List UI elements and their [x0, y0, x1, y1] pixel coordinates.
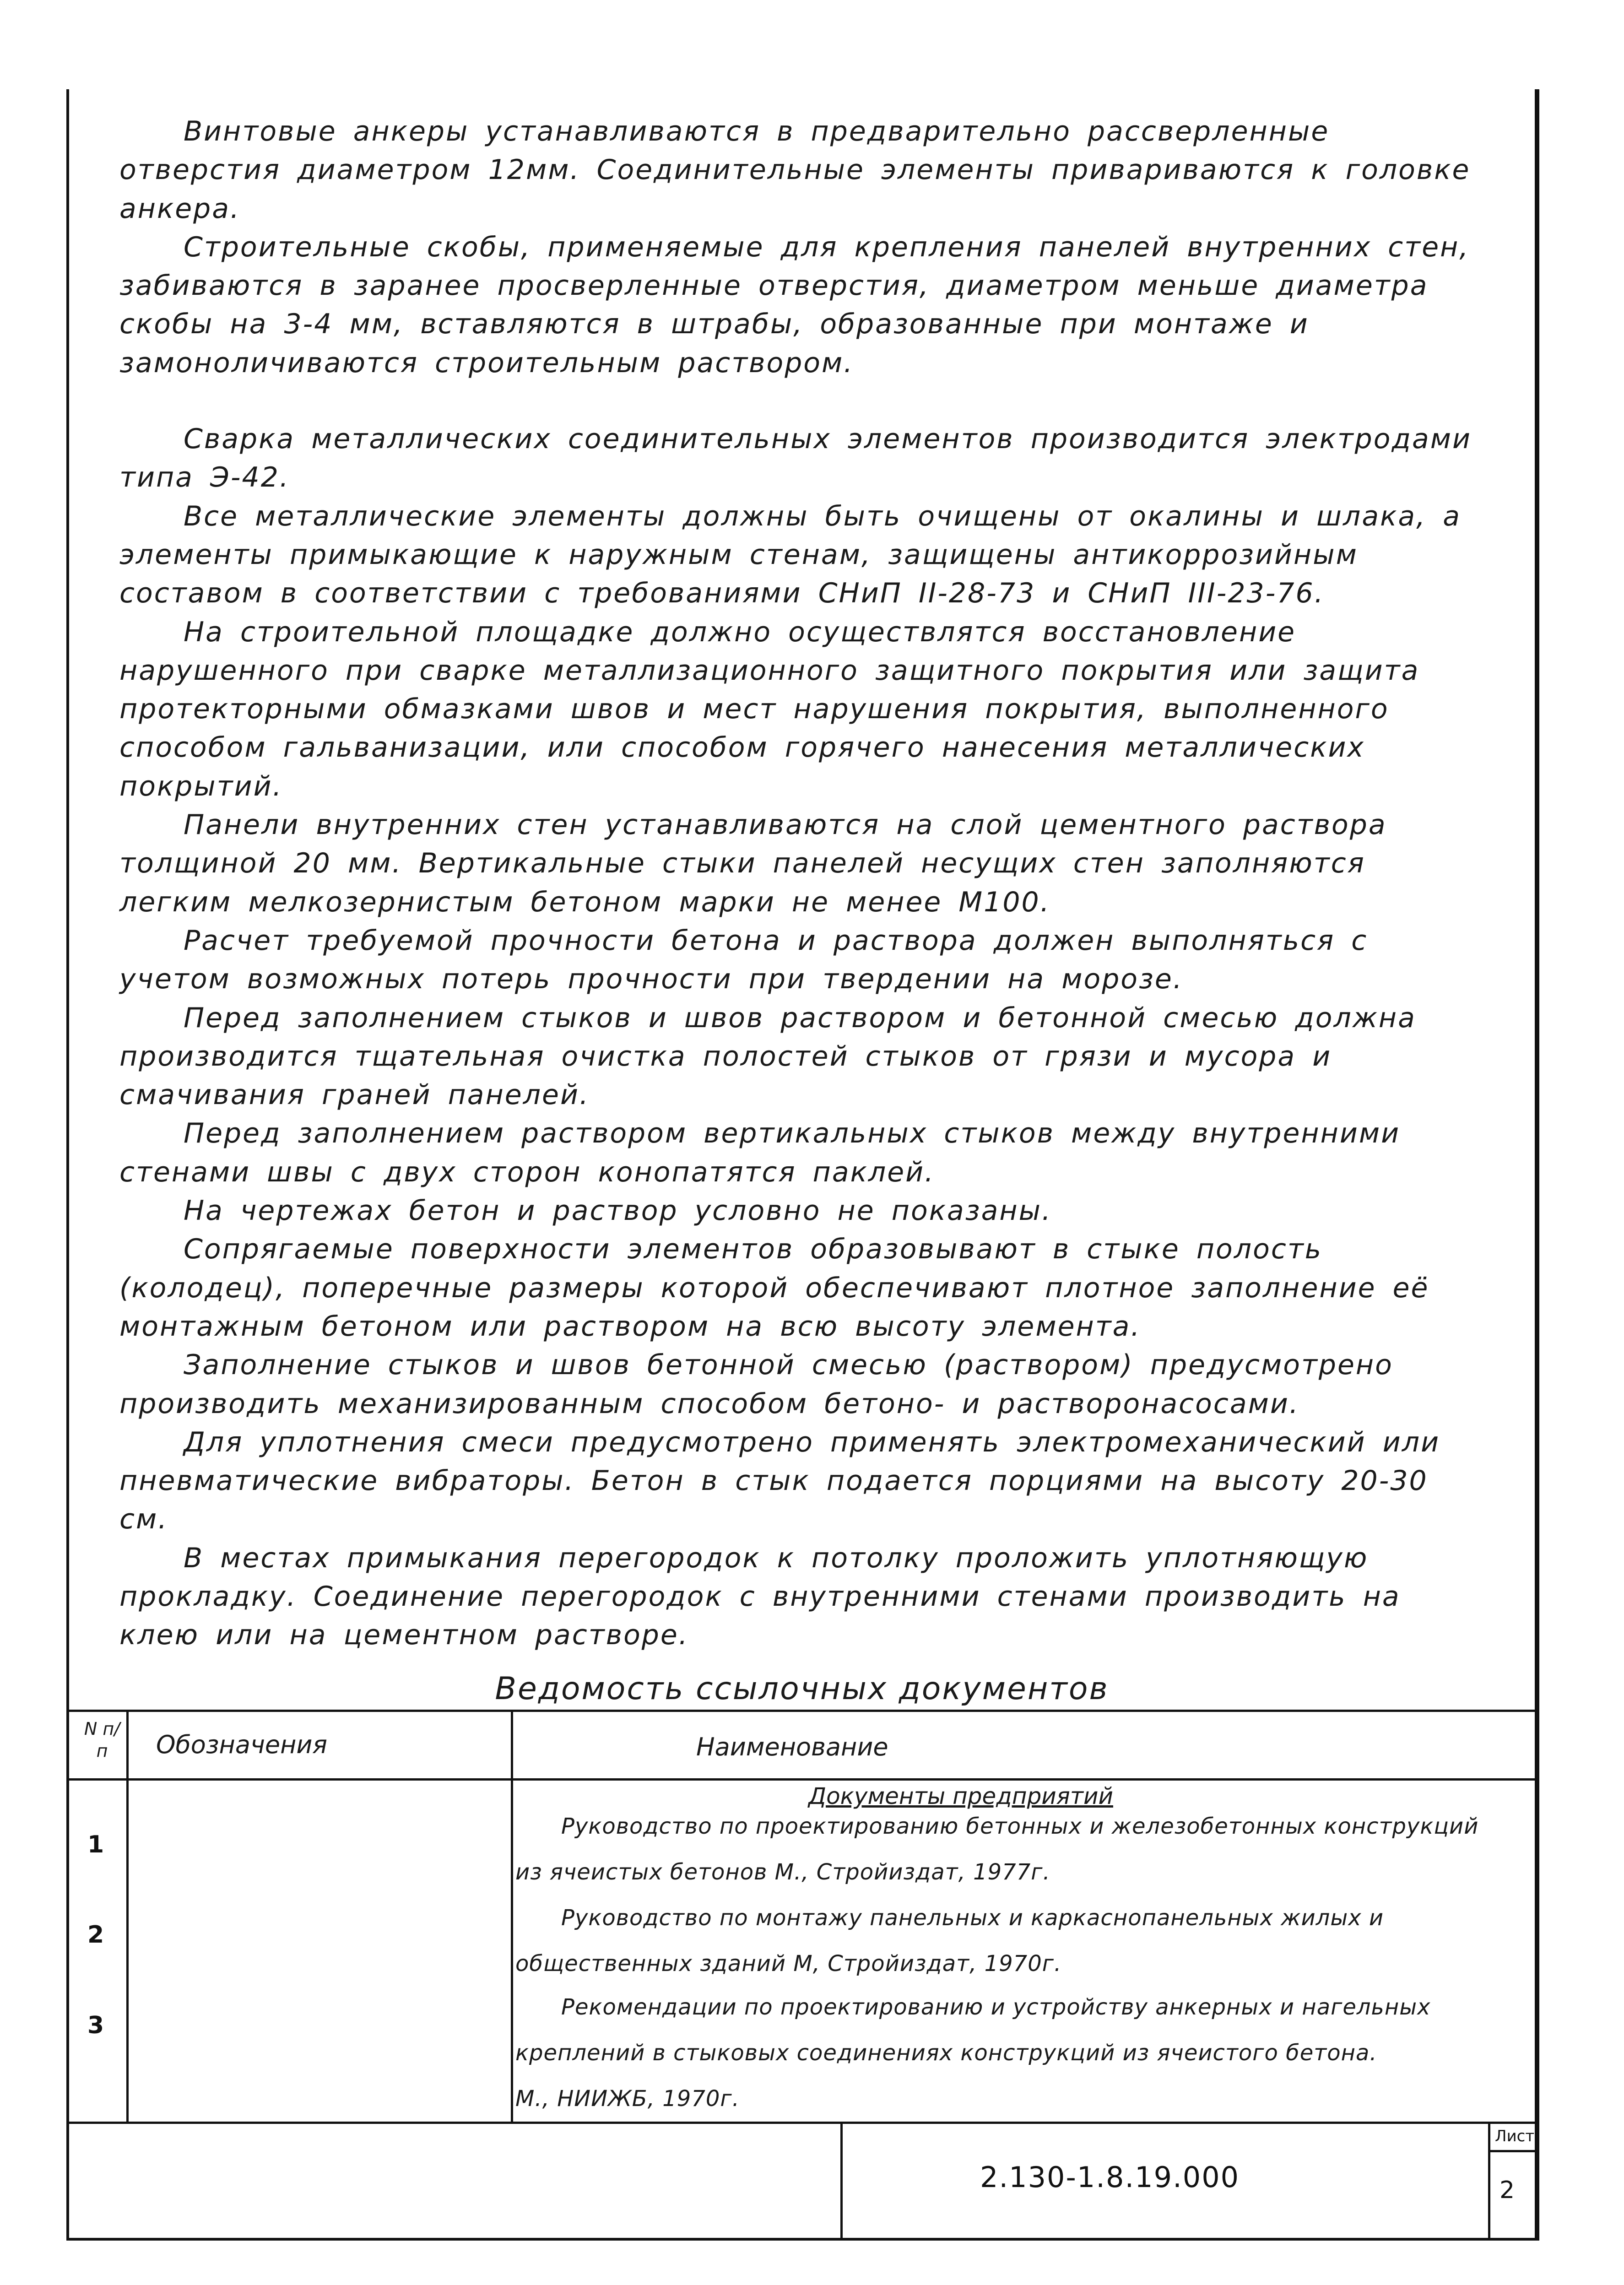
title-block: [69, 2122, 1535, 2238]
drawing-sheet: [66, 89, 1539, 2241]
note-paragraph: Перед заполнением раствором вертикальных стыков между внутренними стенами швы с двух сторон конопатятся паклей.: [119, 1117, 1401, 1188]
table-row: [515, 1895, 1527, 1987]
note-paragraph: На строительной площадке должно осуществлятся восстановление нарушенного при сварке металлизационного защитного покрытия или защита протекторными обмазками швов и мест нарушения покрытия, выполненного способом гальванизации, или способом горячего нанесения металлических покрытий.: [119, 616, 1420, 802]
title-block-divider: [1488, 2122, 1490, 2238]
note-paragraph: Винтовые анкеры устанавливаются в предварительно рассверленные отверстия диаметром 12мм. Соединительные элементы приваривaются к головке анкера.: [119, 115, 1471, 225]
reference-line: креплений в стыковых соединениях конструкций из ячеистого бетона.: [515, 2040, 1377, 2066]
note-paragraph: Все металлические элементы должны быть очищены от окалины и шлака, а элементы примыкающие к наружным стенам, защищены антикоррозийным составом в соответствии с требованиями СНиП II-28-73 и СНиП III-23-76.: [119, 500, 1462, 610]
column-divider: [511, 1710, 513, 2122]
reference-line: Руководство по монтажу панельных и каркаснопанельных жилых и: [561, 1905, 1384, 1931]
header-number: N п/п: [84, 1719, 120, 1761]
note-paragraph: Сварка металлических соединительных элементов производится электродами типа Э-42.: [119, 423, 1472, 494]
title-block-divider: [840, 2122, 843, 2238]
note-paragraph: Для уплотнения смеси предусмотрено применять электромеханический или пневматические вибраторы. Бетон в стык подается порциями на высоту 20-30 см.: [119, 1426, 1440, 1536]
technical-notes: [119, 112, 1483, 1655]
reference-line: общественных зданий М, Стройиздат, 1970г.: [515, 1951, 1062, 1976]
table-row: [515, 1984, 1527, 2122]
reference-line: Руководство по проектированию бетонных и железобетонных конструкций: [561, 1814, 1479, 1839]
sheet-label: Лист: [1495, 2127, 1535, 2145]
note-paragraph: В местах примыкания перегородок к потолку проложить уплотняющую прокладку. Соединение перегородок с внутренними стенами производить на клею или на цементном растворе.: [119, 1542, 1401, 1651]
title-block-border: [69, 2122, 1535, 2124]
header-name: Наименование: [696, 1733, 888, 1761]
references-table: [69, 1710, 1535, 2122]
sheet-cell-divider: [1488, 2150, 1535, 2152]
row-number: 1: [87, 1831, 104, 1858]
table-border-top: [69, 1710, 1535, 1712]
table-row: [515, 1803, 1527, 1895]
note-paragraph: Панели внутренних стен устанавливаются на слой цементного раствора толщиной 20 мм. Вертикальные стыки панелей несущих стен заполняются легким мелкозернистым бетоном марки не менее М100.: [119, 809, 1387, 918]
reference-line: М., НИИЖБ, 1970г.: [515, 2086, 740, 2112]
note-paragraph: Заполнение стыков и швов бетонной смесью (раствором) предусмотрено производить механизированным способом бетоно- и растворонасосами.: [119, 1349, 1393, 1420]
note-paragraph: Сопрягаемые поверхности элементов образовывают в стыке полость (колодец), поперечные размеры которой обеспечивают плотное заполнение её монтажным бетоном или раствором на всю высоту элемента.: [119, 1233, 1429, 1343]
note-paragraph: Строительные скобы, применяемые для крепления панелей внутренних стен, забиваются в заранее просверленные отверстия, диаметром меньше диаметра скобы на 3-4 мм, вставляются в штрабы, образованные при монтаже и замоноличиваются строительным раствором.: [119, 231, 1470, 379]
reference-line: Рекомендации по проектированию и устройству анкерных и нагельных: [561, 1994, 1431, 2020]
note-paragraph: Перед заполнением стыков и швов раствором и бетонной смесью должна производится тщательная очистка полостей стыков от грязи и мусора и смачивания граней панелей.: [119, 1002, 1416, 1111]
row-number: 3: [87, 2012, 104, 2039]
sheet-number: 2: [1499, 2177, 1515, 2204]
note-paragraph: На чертежах бетон и раствор условно не показаны.: [184, 1195, 1052, 1227]
table-header-divider: [69, 1778, 1535, 1781]
header-designation: Обозначения: [156, 1730, 327, 1759]
document-code: 2.130-1.8.19.000: [980, 2160, 1240, 2194]
reference-line: из ячеистых бетонов М., Стройиздат, 1977г.: [515, 1859, 1050, 1885]
column-divider: [126, 1710, 129, 2122]
references-title: Ведомость ссылочных документов: [495, 1671, 1109, 1707]
section-title: Документы предприятий: [808, 1783, 1113, 1809]
row-number: 2: [87, 1921, 104, 1949]
note-paragraph: Расчет требуемой прочности бетона и раствора должен выполняться с учетом возможных потерь прочности при твердении на морозе.: [119, 924, 1368, 996]
